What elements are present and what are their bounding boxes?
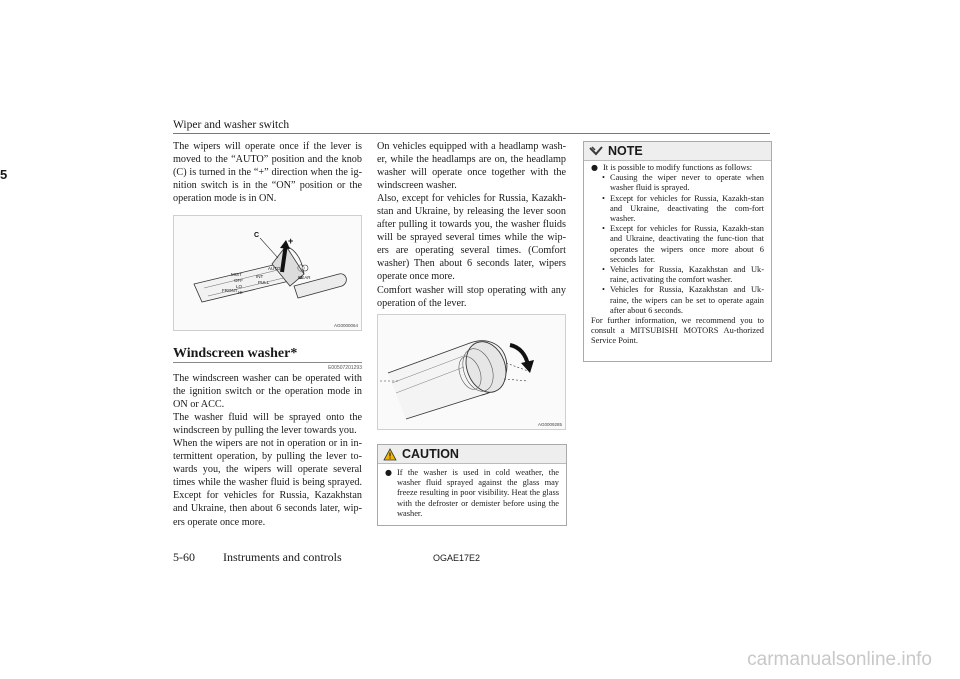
header-rule xyxy=(173,133,770,134)
bullet-icon: ● xyxy=(385,468,392,477)
chapter-tab: 5 xyxy=(0,167,8,182)
label-hi: HI xyxy=(238,290,243,295)
washer-lever-illustration xyxy=(378,315,565,429)
note-header xyxy=(584,142,771,161)
site-watermark: carmanualsonline.info xyxy=(747,649,932,670)
label-off: OFF xyxy=(234,278,243,283)
note-box xyxy=(583,141,772,362)
note-pencil-icon xyxy=(589,145,603,157)
section-code: E00507201293 xyxy=(328,365,362,371)
note-list-item: • Vehicles for Russia, Kazakhstan and Uk-raine, the wipers can be set to operate again after about 6 seconds. xyxy=(602,285,764,315)
caution-title: CAUTION xyxy=(402,447,459,461)
section-heading: Windscreen washer* xyxy=(173,346,298,361)
label-auto: AUTO xyxy=(268,266,281,271)
washer-lever-figure xyxy=(377,314,566,430)
wiper-lever-illustration xyxy=(174,216,361,330)
footer-section-title: Instruments and controls xyxy=(223,550,342,564)
note-list-item: • Except for vehicles for Russia, Kazakh-stan and Ukraine, deactivating the com-fort washer. xyxy=(602,193,764,224)
note-lead: It is possible to modify functions as follows: xyxy=(603,163,753,172)
headlamp-washer-text: On vehicles equipped with a headlamp wash-er, while the headlamps are on, the headlamp washer will operate once together with the windscreen washer. Also, except for vehicles for Russia, Kazakh-stan and Ukraine, by releasing the lever soon after pulling it towards you, the washer fluids will be sprayed several times while the wip-ers are operating several times. (Comfort washer) Then about 6 seconds later, wipers operate once more. Comfort washer will stop operating with any operation of the lever. xyxy=(377,141,566,309)
intro-paragraph: The wipers will operate once if the lever is moved to the “AUTO” position and the knob (C) is turned in the “+” direction when the ig-nition switch is in the “ON” position or the operation mode is in ON. xyxy=(173,141,362,205)
wiper-lever-figure xyxy=(173,215,362,331)
knob-label-c: C xyxy=(254,232,260,239)
note-body xyxy=(584,161,771,352)
label-int: INT xyxy=(256,274,264,279)
label-front: FRONT xyxy=(222,288,238,293)
caution-text: If the washer is used in cold weather, the washer fluid sprayed against the glass may freeze resulting in poor visibility. Heat the glass with the defroster or demister before using the washer. xyxy=(397,468,559,518)
caution-header xyxy=(378,445,566,464)
caution-box xyxy=(377,444,567,526)
note-list-item: • Except for vehicles for Russia, Kazakh-stan and Ukraine, deactivating the func-tion that operates the wipers once more about 6 seconds later. xyxy=(602,224,764,264)
heading-rule xyxy=(173,362,362,363)
warning-triangle-icon xyxy=(383,448,397,461)
note-title: NOTE xyxy=(608,144,643,158)
document-code: OGAE17E2 xyxy=(433,553,481,563)
bullet-icon: ● xyxy=(591,163,598,172)
washer-body-text: The windscreen washer can be operated with the ignition switch or the operation mode in ON or ACC. The washer fluid will be sprayed onto the windscreen by pulling the lever towards you. When the wipers are not in operation or in in-termittent operation, by pulling the lever to-wards you, the wipers will operate several times while the washer fluid is being sprayed. Except for vehicles for Russia, Kazakhstan and Ukraine, then about 6 seconds later, wip-ers operate once more. xyxy=(173,373,362,528)
label-rear: REAR xyxy=(298,275,311,280)
label-pull: PULL xyxy=(258,280,270,285)
page-number: 5-60 xyxy=(173,550,195,564)
direction-label-plus: + xyxy=(288,236,294,246)
note-list-item: • Vehicles for Russia, Kazakhstan and Uk-raine, activating the comfort washer. xyxy=(602,265,764,285)
note-list-item: • Causing the wiper never to operate when washer fluid is sprayed. xyxy=(602,173,764,193)
label-lo: LO xyxy=(236,284,243,289)
caution-body xyxy=(378,464,566,524)
note-footer: For further information, we recommend you to consult a MITSUBISHI MOTORS Au-thorized Service Point. xyxy=(591,316,764,346)
figure-id: AG0000064 xyxy=(333,323,358,328)
figure-id: AG0009285 xyxy=(537,422,562,427)
page-header-title: Wiper and washer switch xyxy=(173,119,290,131)
label-mist: MIST xyxy=(231,272,242,277)
